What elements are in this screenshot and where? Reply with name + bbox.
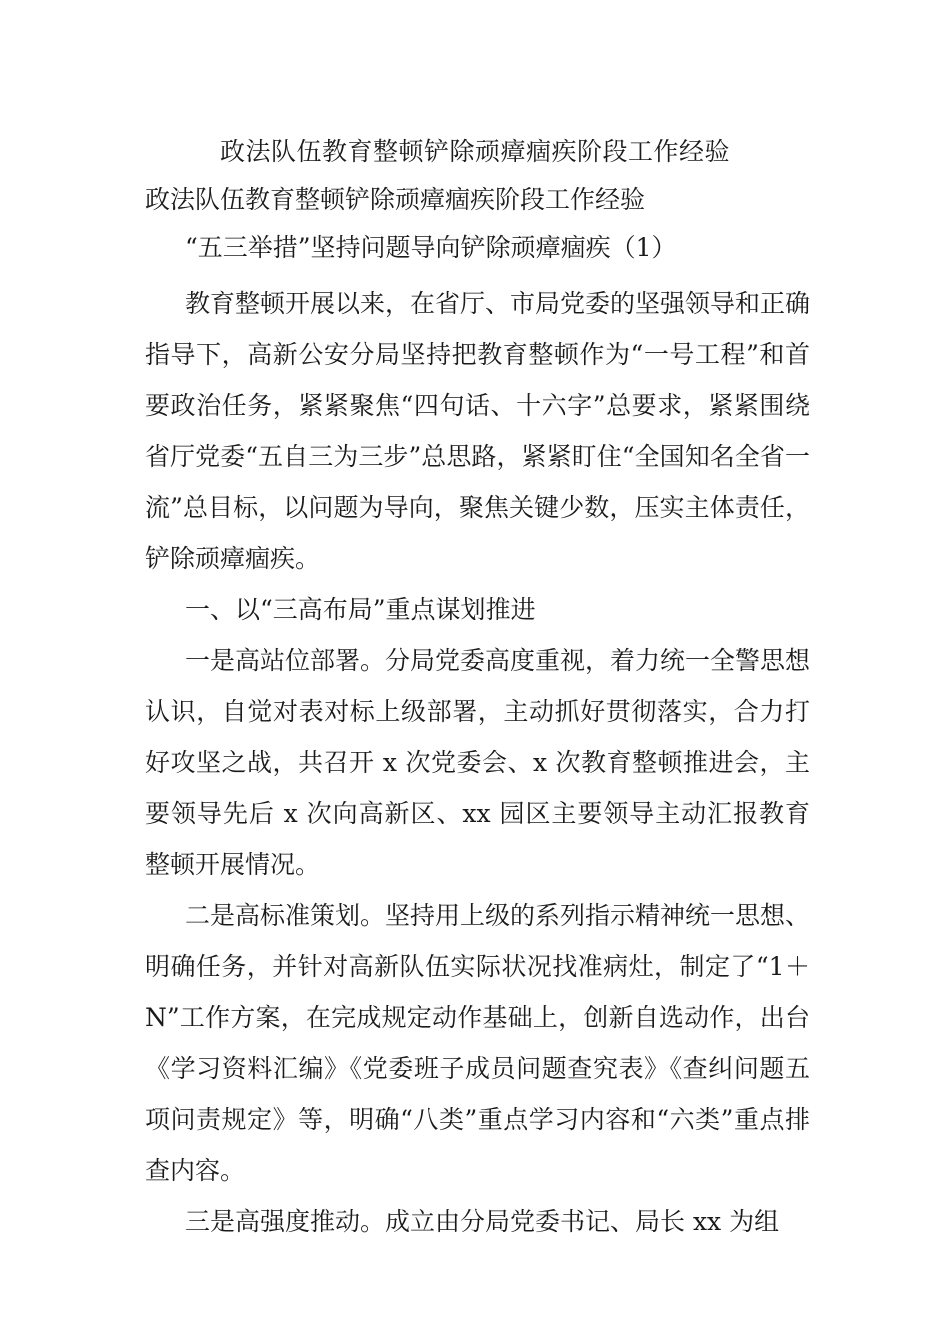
paragraph-intro: 教育整顿开展以来，在省厅、市局党委的坚强领导和正确指导下，高新公安分局坚持把教育整顿作为“一号工程”和首要政治任务，紧紧聚焦“四句话、十六字”总要求，紧紧围绕省厅党委“五自三为三步”总思路，紧紧盯住“全国知名全省一流”总目标，以问题为导向，聚焦关键少数，压实主体责任，铲除顽瘴痼疾。: [145, 289, 811, 573]
paragraph-point-1: 一是高站位部署。分局党委高度重视，着力统一全警思想认识，自觉对表对标上级部署，主动抓好贯彻落实，合力打好攻坚之战，共召开 x 次党委会、x 次教育整顿推进会，主要领导先后 x 次向高新区、xx 园区主要领导主动汇报教育整顿开展情况。: [145, 646, 811, 879]
section-heading-1: 一、以“三高布局”重点谋划推进: [185, 595, 536, 624]
document-subtitle: 政法队伍教育整顿铲除顽瘴痼疾阶段工作经验: [145, 185, 646, 214]
document-heading: “五三举措”坚持问题导向铲除顽瘴痼疾（1）: [185, 233, 677, 262]
paragraph-point-3: 三是高强度推动。成立由分局党委书记、局长 xx 为组: [185, 1207, 780, 1236]
paragraph-point-2: 二是高标准策划。坚持用上级的系列指示精神统一思想、明确任务，并针对高新队伍实际状况找准病灶，制定了“1＋N”工作方案，在完成规定动作基础上，创新自选动作，出台《学习资料汇编》《党委班子成员问题查究表》《查纠问题五项问责规定》等，明确“八类”重点学习内容和“六类”重点排查内容。: [145, 901, 811, 1185]
document-body: [145, 278, 810, 1247]
document-title: 政法队伍教育整顿铲除顽瘴痼疾阶段工作经验: [219, 137, 730, 166]
